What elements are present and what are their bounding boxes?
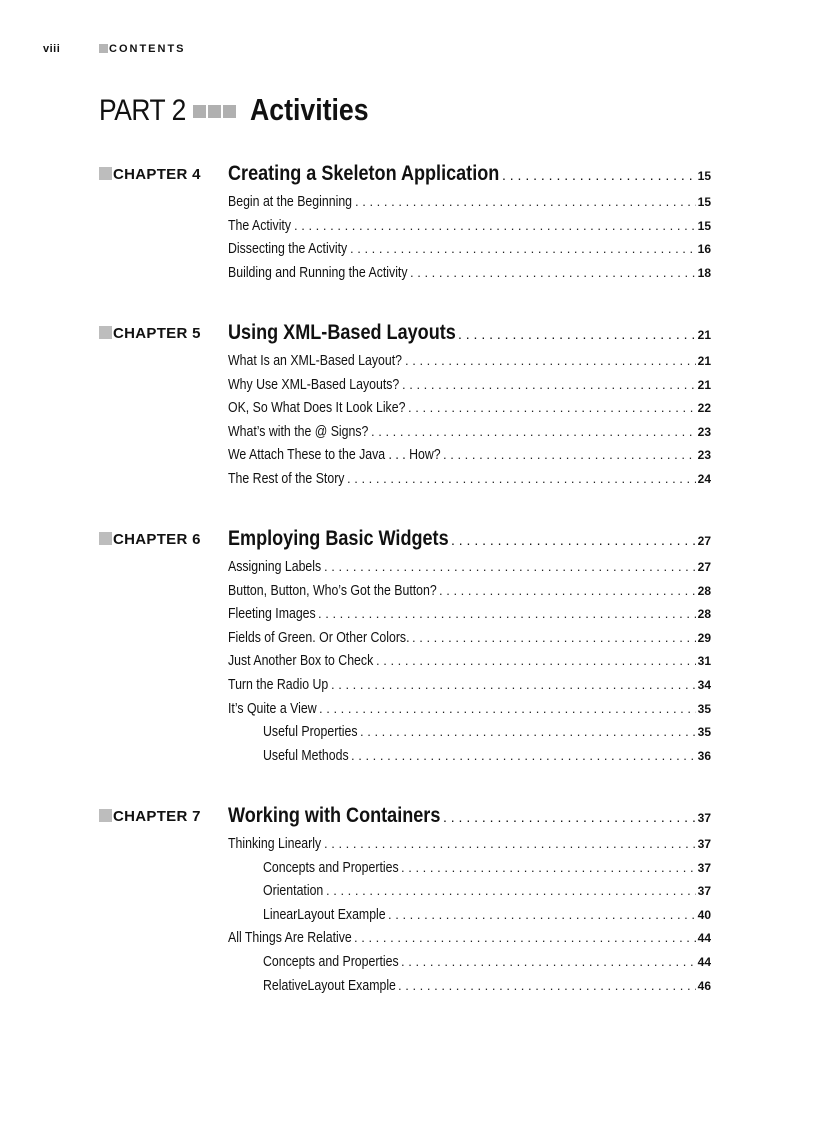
entry-page-number: 22 [697,401,711,416]
toc-entry[interactable] [228,471,711,495]
dot-leader [371,424,696,439]
toc-entry[interactable] [228,836,711,860]
toc-entry[interactable] [228,701,711,725]
entry-title: Concepts and Properties [263,953,399,970]
chapter-title-row[interactable] [228,321,711,345]
entry-page-number: 21 [697,377,711,392]
entry-page-number: 37 [697,884,711,899]
entry-title: Orientation [263,883,324,900]
chapter-page-number: 15 [697,169,711,183]
entry-title: OK, So What Does It Look Like? [228,400,406,417]
dot-leader [405,353,696,368]
entry-title: Begin at the Beginning [228,194,353,210]
dot-leader [347,471,696,486]
entry-title: Turn the Radio Up [228,676,329,693]
dot-leader [350,241,696,256]
part-divider-icon [193,105,238,123]
entry-page-number: 44 [697,931,711,946]
entry-title: Dissecting the Activity [228,241,348,258]
dot-leader [331,677,696,692]
running-header [43,43,186,55]
entry-title: Why Use XML-Based Layouts? [228,376,400,393]
toc-entry[interactable] [228,241,711,265]
entry-title: Useful Methods [263,747,349,764]
entry-title: Concepts and Properties [263,859,399,876]
entry-list [228,194,711,288]
entry-page-number: 21 [697,354,711,368]
toc-subentry[interactable] [228,860,711,884]
toc-entry[interactable] [228,265,711,289]
chapter-title: Creating a Skeleton Application [228,162,500,185]
dot-leader [376,653,696,668]
dot-leader [402,377,696,392]
toc-entry[interactable] [228,447,711,471]
entry-page-number: 37 [697,837,711,851]
part-heading [99,92,388,128]
entry-title: What Is an XML-Based Layout? [228,353,403,369]
entry-title: Just Another Box to Check [228,653,374,670]
chapter-label: CHAPTER 7 [99,808,201,825]
entry-page-number: 15 [697,195,711,209]
part-label: PART 2 [99,94,186,127]
dot-leader [388,907,696,922]
toc-entry[interactable] [228,194,711,218]
part-title: Activities [250,92,369,127]
dot-leader [294,218,696,233]
entry-title: What’s with the @ Signs? [228,423,369,440]
toc-entry[interactable] [228,400,711,424]
chapter-title: Working with Containers [228,804,441,827]
dot-leader [443,447,696,462]
entry-title: LinearLayout Example [263,906,386,923]
entry-page-number: 23 [697,448,711,463]
entry-title: Assigning Labels [228,559,322,575]
chapter-title-row[interactable] [228,527,711,551]
entry-title: The Activity [228,217,292,234]
entry-title: It’s Quite a View [228,700,317,717]
chapter-page-number: 37 [697,811,711,825]
dot-leader [502,167,696,183]
entry-page-number: 44 [697,954,711,969]
dot-leader [355,194,696,209]
entry-title: Useful Properties [263,724,358,741]
dot-leader [324,836,696,851]
chapter-title: Using XML-Based Layouts [228,321,456,344]
dot-leader [351,748,696,763]
entry-title: The Rest of the Story [228,470,345,487]
dot-leader [443,809,696,825]
entry-title: Button, Button, Who’s Got the Button? [228,582,437,599]
entry-page-number: 35 [697,725,711,740]
dot-leader [324,559,696,574]
chapter-page-number: 27 [697,534,711,548]
gray-square-icon [99,44,108,53]
entry-page-number: 34 [697,677,711,692]
chapter-label: CHAPTER 6 [99,531,201,548]
dot-leader [451,532,696,548]
section-title: CONTENTS [99,43,186,55]
dot-leader [360,724,696,739]
entry-page-number: 29 [697,630,711,645]
chapter-title-row[interactable] [228,804,711,828]
dot-leader [326,883,696,898]
entry-page-number: 23 [697,424,711,439]
entry-page-number: 46 [697,978,711,993]
entry-title: RelativeLayout Example [263,977,396,994]
toc-entry[interactable] [228,930,711,954]
chapter-title: Employing Basic Widgets [228,527,449,550]
entry-title: Building and Running the Activity [228,264,408,281]
gray-square-icon [99,809,112,822]
toc-entry[interactable] [228,424,711,448]
dot-leader [410,265,696,280]
entry-title: Thinking Linearly [228,836,322,852]
dot-leader [401,954,696,969]
entry-title: Fleeting Images [228,606,316,623]
chapter-label: CHAPTER 5 [99,325,201,342]
dot-leader [401,860,696,875]
gray-square-icon [99,167,112,180]
entry-title: All Things Are Relative [228,930,352,947]
dot-leader [319,701,696,716]
toc-subentry[interactable] [228,748,711,772]
gray-square-icon [99,532,112,545]
dot-leader [354,930,696,945]
entry-page-number: 15 [697,218,711,233]
entry-page-number: 40 [697,907,711,922]
entry-page-number: 36 [697,748,711,763]
toc-entry[interactable] [228,606,711,630]
toc-entry[interactable] [228,677,711,701]
entry-title: Fields of Green. Or Other Colors. [228,629,410,646]
toc-entry[interactable] [228,353,711,377]
entry-page-number: 24 [697,471,711,486]
entry-page-number: 37 [697,860,711,875]
toc-subentry[interactable] [228,954,711,978]
entry-page-number: 35 [697,701,711,716]
entry-page-number: 28 [697,607,711,622]
entry-page-number: 31 [697,654,711,669]
toc-entry[interactable] [228,630,711,654]
chapter-page-number: 21 [697,328,711,342]
toc-subentry[interactable] [228,978,711,1002]
chapter-title-row[interactable] [228,162,711,186]
toc-entry[interactable] [228,377,711,401]
toc-subentry[interactable] [228,883,711,907]
toc-entry[interactable] [228,653,711,677]
entry-title: We Attach These to the Java . . . How? [228,447,441,464]
dot-leader [408,400,696,415]
gray-square-icon [99,326,112,339]
dot-leader [318,606,696,621]
dot-leader [398,978,696,993]
toc-entry[interactable] [228,218,711,242]
entry-page-number: 18 [697,265,711,280]
toc-subentry[interactable] [228,907,711,931]
entry-page-number: 16 [697,242,711,257]
toc-entry[interactable] [228,583,711,607]
chapter-label: CHAPTER 4 [99,166,201,183]
dot-leader [458,326,696,342]
page-number: viii [43,43,61,55]
dot-leader [412,630,696,645]
entry-list [228,559,711,771]
dot-leader [439,583,696,598]
entry-page-number: 27 [697,560,711,574]
entry-list [228,353,711,495]
toc-entry[interactable] [228,559,711,583]
entry-list [228,836,711,1001]
toc-subentry[interactable] [228,724,711,748]
entry-page-number: 28 [697,583,711,598]
